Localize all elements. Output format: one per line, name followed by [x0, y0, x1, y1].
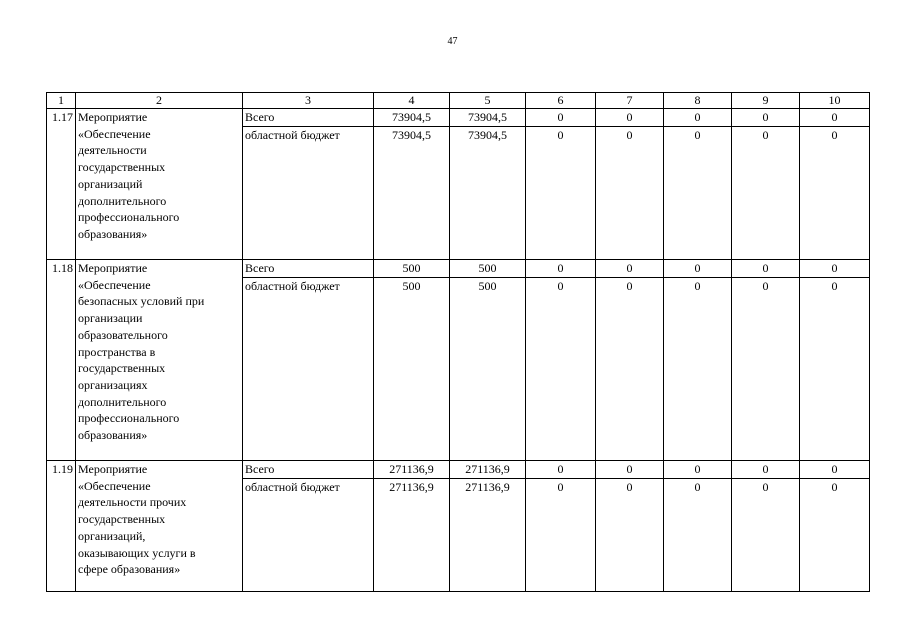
amount-value: 0 — [626, 462, 633, 476]
column-header: 7 — [596, 93, 664, 109]
amount-value: 0 — [831, 261, 838, 275]
measure-name-line: Мероприятие — [78, 462, 148, 476]
amount-cell — [732, 260, 800, 461]
measure-name-line: деятельности прочих — [78, 495, 187, 510]
measure-name-line: образования» — [78, 226, 148, 241]
column-header: 6 — [526, 93, 596, 109]
amount-value: 500 — [402, 278, 421, 293]
amount-cell — [596, 109, 664, 260]
column-header: 8 — [664, 93, 732, 109]
measure-name-line: Мероприятие — [78, 110, 148, 124]
funding-source — [243, 461, 374, 592]
measure-name-line: государственных — [78, 512, 166, 527]
amount-value: 73904,5 — [468, 127, 507, 142]
amount-value: 0 — [762, 261, 769, 275]
measure-name-line: профессионального — [78, 210, 180, 225]
column-header: 10 — [800, 93, 870, 109]
table-row — [47, 461, 870, 592]
column-header: 5 — [450, 93, 526, 109]
amount-value: 0 — [831, 462, 838, 476]
amount-cell — [526, 461, 596, 592]
table-body — [47, 93, 870, 592]
measure-name-line: государственных — [78, 160, 166, 175]
amount-value: 0 — [831, 479, 838, 494]
row-code: 1.19 — [47, 461, 76, 592]
amount-cell — [800, 109, 870, 260]
amount-value: 0 — [557, 110, 564, 124]
table-row — [47, 109, 870, 260]
amount-value: 0 — [694, 278, 701, 293]
measure-name-line: организациях — [78, 377, 148, 392]
amount-cell — [800, 461, 870, 592]
amount-value: 0 — [831, 278, 838, 293]
page-number: 47 — [447, 36, 458, 47]
funding-source — [243, 109, 374, 260]
measure-name-line: «Обеспечение — [78, 277, 151, 292]
measure-name-line: сфере образования» — [78, 562, 181, 577]
row-code: 1.18 — [47, 260, 76, 461]
amount-cell — [596, 260, 664, 461]
measure-name-line: дополнительного — [78, 394, 167, 409]
table-row — [47, 260, 870, 461]
funding-source-label: областной бюджет — [245, 127, 340, 142]
funding-source-label: Всего — [245, 462, 275, 476]
amount-value: 73904,5 — [468, 110, 507, 124]
amount-value: 0 — [762, 127, 769, 142]
amount-cell — [374, 109, 450, 260]
amount-cell — [664, 461, 732, 592]
amount-value: 271136,9 — [389, 479, 434, 494]
measure-name-line: оказывающих услуги в — [78, 545, 196, 560]
amount-value: 0 — [762, 479, 769, 494]
measure-name — [76, 109, 243, 260]
column-header: 9 — [732, 93, 800, 109]
budget-table — [46, 92, 870, 592]
amount-value: 0 — [831, 127, 838, 142]
amount-value: 0 — [762, 110, 769, 124]
amount-value: 0 — [694, 479, 701, 494]
funding-source-label: Всего — [245, 110, 275, 124]
amount-cell — [732, 109, 800, 260]
amount-value: 0 — [557, 278, 564, 293]
amount-value: 0 — [694, 110, 701, 124]
measure-name-line: организаций — [78, 176, 143, 191]
funding-source-label: областной бюджет — [245, 479, 340, 494]
funding-source-label: Всего — [245, 261, 275, 275]
amount-value: 500 — [402, 261, 421, 275]
column-header: 2 — [76, 93, 243, 109]
measure-name-line: пространства в — [78, 344, 156, 359]
amount-value: 0 — [557, 479, 564, 494]
amount-value: 0 — [762, 462, 769, 476]
measure-name-line: организации — [78, 311, 143, 326]
amount-value: 0 — [557, 462, 564, 476]
column-header: 4 — [374, 93, 450, 109]
amount-value: 0 — [831, 110, 838, 124]
amount-value: 271136,9 — [465, 479, 510, 494]
amount-value: 0 — [694, 261, 701, 275]
amount-value: 0 — [626, 110, 633, 124]
amount-value: 0 — [557, 261, 564, 275]
amount-value: 0 — [626, 479, 633, 494]
amount-value: 73904,5 — [392, 110, 431, 124]
measure-name-line: деятельности — [78, 143, 147, 158]
amount-cell — [526, 109, 596, 260]
amount-cell — [450, 461, 526, 592]
measure-name — [76, 260, 243, 461]
amount-value: 0 — [626, 278, 633, 293]
amount-value: 500 — [478, 261, 497, 275]
measure-name-line: организаций, — [78, 528, 146, 543]
amount-cell — [664, 260, 732, 461]
funding-source-label: областной бюджет — [245, 278, 340, 293]
measure-name-line: образования» — [78, 428, 148, 443]
measure-name-line: «Обеспечение — [78, 478, 151, 493]
amount-cell — [450, 109, 526, 260]
amount-cell — [374, 461, 450, 592]
amount-value: 0 — [762, 278, 769, 293]
column-header: 3 — [243, 93, 374, 109]
amount-value: 0 — [557, 127, 564, 142]
row-code: 1.17 — [47, 109, 76, 260]
amount-cell — [800, 260, 870, 461]
amount-cell — [596, 461, 664, 592]
amount-value: 0 — [626, 127, 633, 142]
measure-name-line: государственных — [78, 361, 166, 376]
amount-cell — [526, 260, 596, 461]
amount-value: 271136,9 — [389, 462, 434, 476]
amount-cell — [664, 109, 732, 260]
amount-value: 73904,5 — [392, 127, 431, 142]
amount-cell — [450, 260, 526, 461]
measure-name-line: дополнительного — [78, 193, 167, 208]
amount-value: 0 — [626, 261, 633, 275]
measure-name-line: профессионального — [78, 411, 180, 426]
amount-value: 500 — [478, 278, 497, 293]
funding-source — [243, 260, 374, 461]
measure-name-line: «Обеспечение — [78, 126, 151, 141]
measure-name-line: образовательного — [78, 327, 168, 342]
column-header: 1 — [47, 93, 76, 109]
amount-value: 271136,9 — [465, 462, 510, 476]
amount-value: 0 — [694, 462, 701, 476]
measure-name — [76, 461, 243, 592]
measure-name-line: Мероприятие — [78, 261, 148, 275]
amount-cell — [374, 260, 450, 461]
amount-value: 0 — [694, 127, 701, 142]
measure-name-line: безопасных условий при — [78, 294, 205, 309]
header-row — [47, 93, 870, 109]
amount-cell — [732, 461, 800, 592]
